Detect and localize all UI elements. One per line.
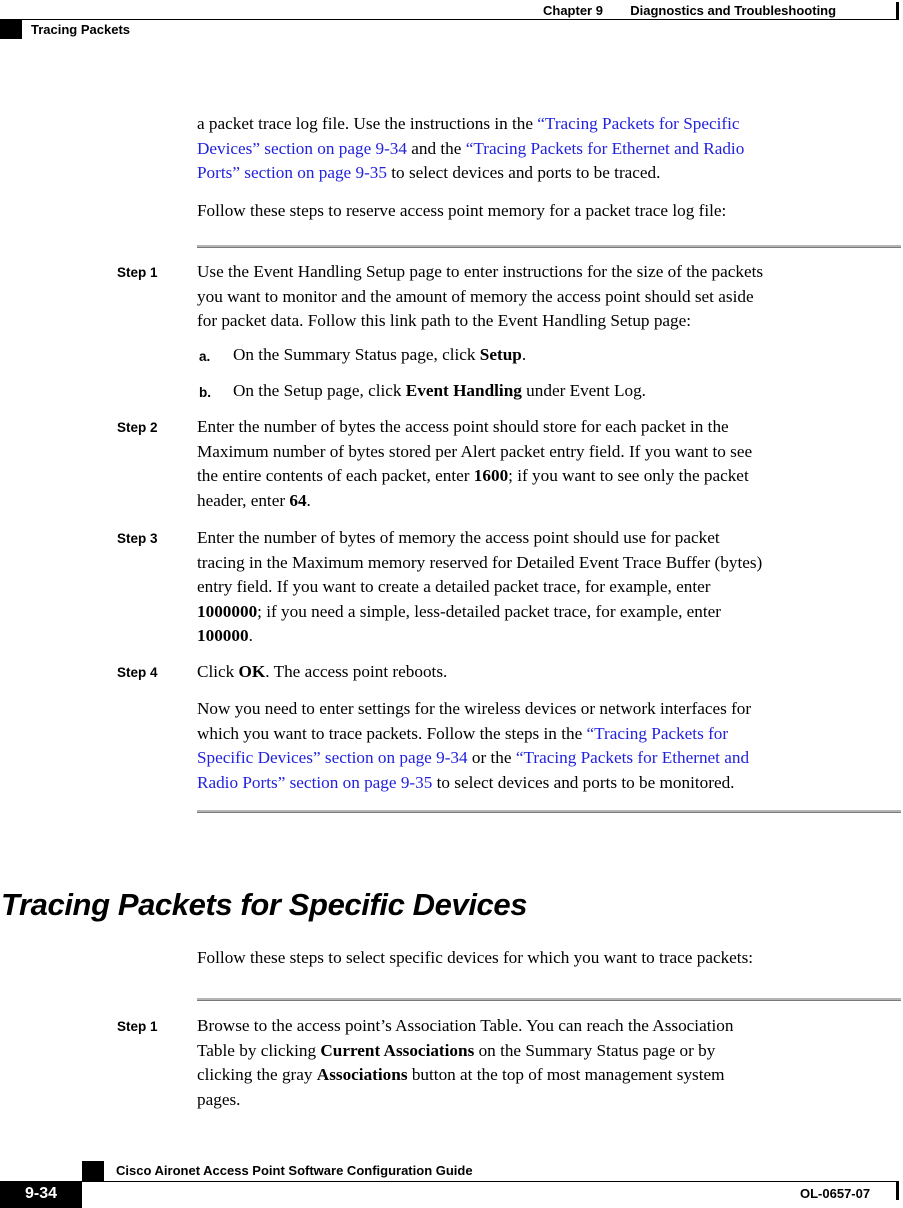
- section-intro: Follow these steps to select specific devices for which you want to trace packets:: [197, 948, 754, 967]
- chapter-number: Chapter 9: [543, 3, 603, 18]
- step-3-label: Step 3: [117, 531, 158, 546]
- footer-rule: [82, 1181, 899, 1182]
- footer-page-number: 9-34: [24, 1185, 58, 1202]
- ok-term: OK: [238, 662, 266, 681]
- header-rule: [0, 19, 899, 20]
- link-tracing-specific-devices-2[interactable]: “Tracing Packets for: [586, 723, 729, 743]
- link-tracing-ethernet-radio-cont[interactable]: Ports” section on page 9-35: [197, 163, 387, 183]
- substep-b-label: b.: [199, 385, 211, 400]
- substep-b-text: On the Setup page, click Event Handling under Event Log.: [233, 381, 646, 400]
- divider-rule-2: [197, 810, 901, 813]
- step-1-text: Use the Event Handling Setup page to enter instructions for the size of the packets you want to monitor and the amount of memory the access point should set aside for packet data. Follow this link path to the Event Handling Setup page:: [197, 262, 764, 331]
- footer-right-bar: [896, 1182, 899, 1200]
- footer-guide-title: Cisco Aironet Access Point Software Configuration Guide: [116, 1163, 473, 1178]
- link-tracing-ethernet-radio[interactable]: “Tracing Packets for Ethernet and Radio: [465, 138, 745, 158]
- intro-paragraph: a packet trace log file. Use the instructions in the “Tracing Packets for Specific Devices” section on page 9-34 and the “Tracing Packets for Ethernet and Radio Ports” section on page 9-35 to select devices and ports to be traced.: [197, 114, 745, 183]
- step-4-text: Click OK. The access point reboots.: [197, 662, 448, 681]
- link-tracing-ethernet-radio-2[interactable]: “Tracing Packets for Ethernet and: [515, 748, 750, 768]
- associations-term: Associations: [316, 1065, 408, 1085]
- event-handling-term: Event Handling: [405, 381, 522, 400]
- step-1-label: Step 1: [117, 265, 158, 280]
- chapter-title: Diagnostics and Troubleshooting: [630, 3, 837, 18]
- link-tracing-specific-devices-cont[interactable]: Devices” section on page 9-34: [197, 138, 407, 158]
- substep-a-text: On the Summary Status page, click Setup.: [233, 345, 527, 364]
- link-tracing-ethernet-radio-2-cont[interactable]: Radio Ports” section on page 9-35: [197, 772, 433, 792]
- current-associations-term: Current Associations: [320, 1040, 475, 1060]
- intro-instruction: Follow these steps to reserve access point memory for a packet trace log file:: [197, 201, 727, 220]
- step-2-label: Step 2: [117, 420, 158, 435]
- substep-a-label: a.: [199, 349, 211, 364]
- step-4-label: Step 4: [117, 665, 158, 680]
- section-step-1-text: Browse to the access point’s Association Table. You can reach the Association Table by clicking Current Associations on the Summary Status page or by clicking the gray Associations button at the top of most management system pages.: [197, 1016, 734, 1109]
- link-tracing-specific-devices[interactable]: “Tracing Packets for Specific: [537, 114, 740, 133]
- step-4-note: Now you need to enter settings for the wireless devices or network interfaces for which you want to trace packets. Follow the steps in the “Tracing Packets for Specific Devices” section on page 9-34 or the “Tracing Packets for Ethernet and Radio Ports” section on page 9-35 to select devices and ports to be monitored.: [197, 699, 752, 792]
- header-section: Tracing Packets: [31, 22, 130, 37]
- footer-doc-id: OL-0657-07: [800, 1186, 871, 1201]
- step-2-text: Enter the number of bytes the access point should store for each packet in the Maximum number of bytes stored per Alert packet entry field. If you want to see the entire contents of each packet, enter 1600; if you want to see only the packet header, enter 64.: [197, 417, 753, 510]
- divider-rule-3: [197, 998, 901, 1001]
- section-heading: Tracing Packets for Specific Devices: [1, 887, 528, 922]
- header-right-bar: [896, 2, 899, 20]
- footer-left-tab: [82, 1161, 104, 1181]
- section-step-1-label: Step 1: [117, 1019, 158, 1034]
- step-3-text: Enter the number of bytes of memory the access point should use for packet tracing in the Maximum memory reserved for Detailed Event Trace Buffer (bytes) entry field. If you want to create a detailed packet trace, for example, enter 1000000; if you need a simple, less-detailed packet trace, for example, enter 100000.: [197, 528, 763, 646]
- header-chapter: [543, 3, 836, 18]
- header-section-tab: [0, 20, 22, 39]
- link-tracing-specific-devices-2-cont[interactable]: Specific Devices” section on page 9-34: [197, 748, 468, 768]
- setup-term: Setup: [479, 345, 522, 364]
- divider-rule-1: [197, 245, 901, 248]
